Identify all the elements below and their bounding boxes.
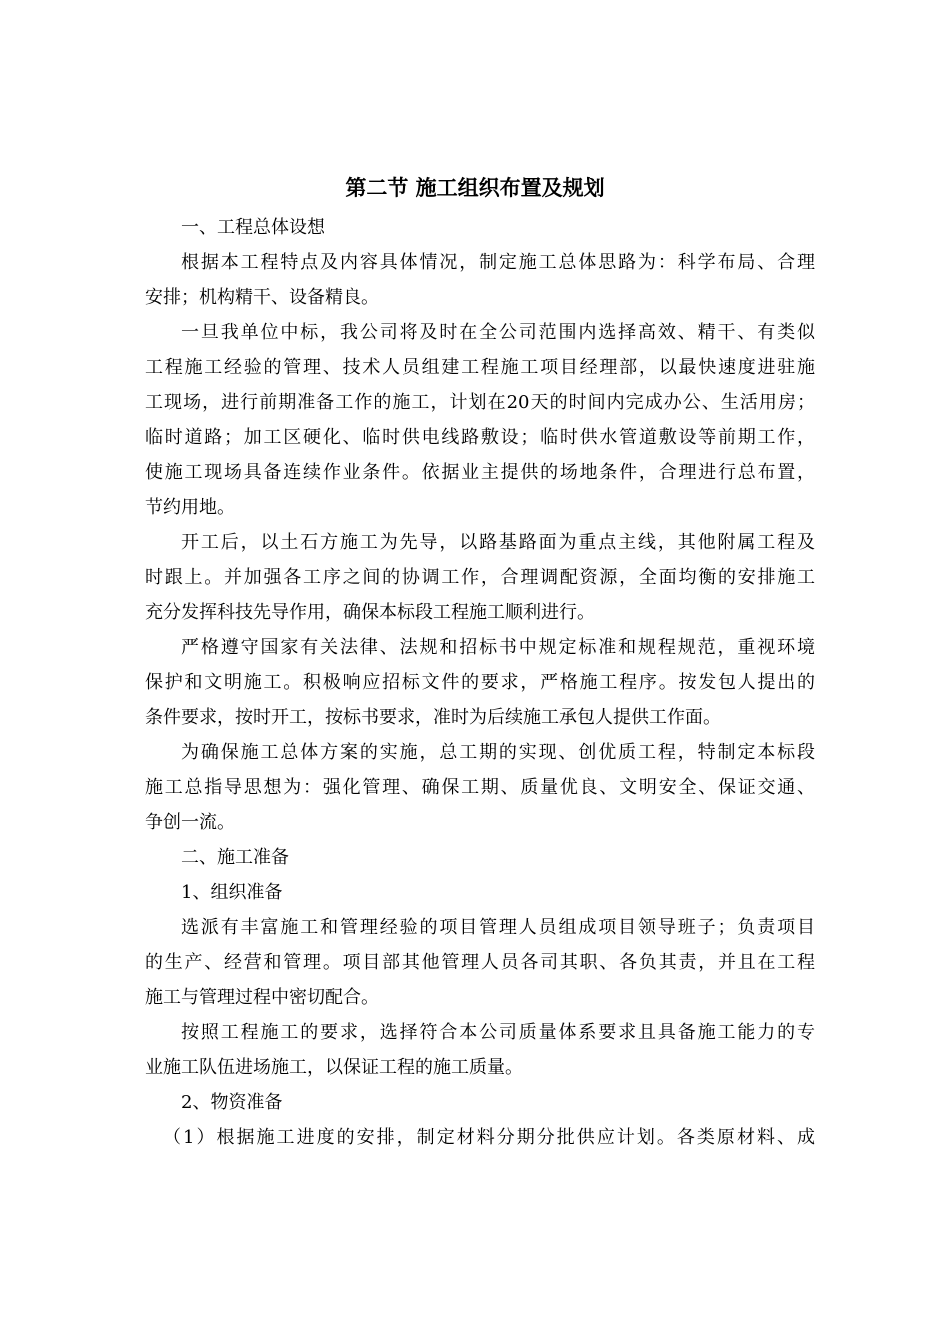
text-line: 工程施工经验的管理、技术人员组建工程施工项目经理部，以最快速度进驻施: [145, 357, 815, 378]
text-line: 使施工现场具备连续作业条件。依据业主提供的场地条件，合理进行总布置，: [145, 462, 815, 483]
text-line: 根据本工程特点及内容具体情况，制定施工总体思路为：科学布局、合理: [181, 252, 815, 273]
text-line: 条件要求，按时开工，按标书要求，准时为后续施工承包人提供工作面。: [145, 707, 721, 728]
section-title: 第二节 施工组织布置及规划: [345, 175, 605, 200]
body-text: [145, 210, 815, 1155]
text-line: 临时道路；加工区硬化、临时供电线路敷设；临时供水管道敷设等前期工作，: [145, 427, 815, 448]
text-line: 严格遵守国家有关法律、法规和招标书中规定标准和规程规范，重视环境: [181, 637, 815, 658]
heading-material-prep: 2、物资准备: [181, 1092, 283, 1113]
text-line: 安排；机构精干、设备精良。: [145, 287, 379, 308]
heading-construction-prep: 二、施工准备: [181, 847, 289, 868]
text-line: 选派有丰富施工和管理经验的项目管理人员组成项目领导班子；负责项目: [181, 917, 815, 938]
text-line: 争创一流。: [145, 812, 235, 833]
text-line: 保护和文明施工。积极响应招标文件的要求，严格施工程序。按发包人提出的: [145, 672, 815, 693]
text-line: 工现场，进行前期准备工作的施工，计划在20天的时间内完成办公、生活用房；: [145, 392, 815, 413]
text-line: （1）根据施工进度的安排，制定材料分期分批供应计划。各类原材料、成: [163, 1127, 815, 1148]
text-line: 施工与管理过程中密切配合。: [145, 987, 379, 1008]
text-line: 业施工队伍进场施工，以保证工程的施工质量。: [145, 1057, 523, 1078]
text-line: 为确保施工总体方案的实施，总工期的实现、创优质工程，特制定本标段: [181, 742, 815, 763]
text-line: 充分发挥科技先导作用，确保本标段工程施工顺利进行。: [145, 602, 595, 623]
heading-overall-concept: 一、工程总体设想: [181, 217, 325, 238]
text-line: 开工后，以土石方施工为先导，以路基路面为重点主线，其他附属工程及: [181, 532, 815, 553]
text-line: 的生产、经营和管理。项目部其他管理人员各司其职、各负其责，并且在工程: [145, 952, 815, 973]
text-line: 一旦我单位中标，我公司将及时在全公司范围内选择高效、精干、有类似: [181, 322, 815, 343]
text-line: 时跟上。并加强各工序之间的协调工作，合理调配资源，全面均衡的安排施工: [145, 567, 815, 588]
text-line: 施工总指导思想为：强化管理、确保工期、质量优良、文明安全、保证交通、: [145, 777, 815, 798]
heading-organization-prep: 1、组织准备: [181, 882, 283, 903]
text-line: 节约用地。: [145, 497, 235, 518]
text-line: 按照工程施工的要求，选择符合本公司质量体系要求且具备施工能力的专: [181, 1022, 815, 1043]
